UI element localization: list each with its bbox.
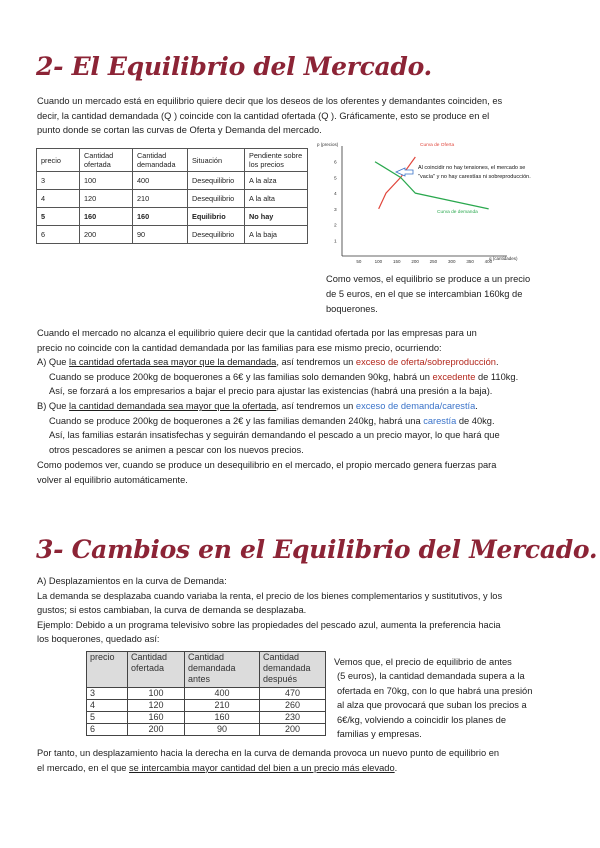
chart-annotation: "vacía" y no hay carestías ni sobreproducción. (418, 174, 531, 180)
case-b-consequence: Así, las familias estarán insatisfechas y seguirán demandando el pescado a un precio mayor, lo que hará que (49, 430, 500, 441)
final-end: . (394, 762, 398, 773)
table-header-row (87, 652, 326, 688)
table-cell: 160 (80, 208, 133, 226)
case-a-example-end: de 110kg. (475, 371, 519, 382)
case-a-consequence: Así, se forzará a los empresarios a bajar el precio para ajustar las existencias (habrá una presión a la baja). (49, 386, 493, 397)
final-text: el mercado, en el que (37, 762, 129, 773)
caption-line: Como vemos, el equilibrio se produce a un precio (326, 274, 531, 284)
caption-line: de 5 euros, en el que se intercambian 160kg de (326, 289, 523, 299)
table-row (87, 700, 326, 712)
case-a-example-text: Cuando se produce 200kg de boquerones a 6€ y las familias solo demanden 90kg, habrá un (49, 371, 433, 382)
demand-shift-table (86, 651, 326, 736)
final-paragraph (37, 746, 499, 775)
x-axis-label: q (cantidades) (489, 256, 518, 261)
supply-curve (379, 157, 416, 209)
table-cell: 100 (128, 688, 185, 700)
side-line: Vemos que, el precio de equilibrio de antes (334, 657, 512, 667)
table-cell: 4 (87, 700, 128, 712)
case-a-example-highlight: excedente (432, 371, 476, 382)
case-b-end: . (475, 400, 478, 411)
x-tick-label: 50 (356, 259, 362, 264)
table-cell: Equilibrio (188, 208, 245, 226)
table-header: Cantidad ofertada (128, 652, 185, 688)
table-cell: 210 (185, 700, 260, 712)
case-b-prefix: B) Que (37, 400, 70, 411)
paragraph-line: La demanda se desplazaba cuando variaba la renta, el precio de los bienes complementarios y sustitutivos, y los (37, 590, 503, 601)
paragraph-line: volver al equilibrio automáticamente. (37, 474, 188, 485)
paragraph-line: Por tanto, un desplazamiento hacia la derecha en la curva de demanda provoca un nuevo punto de equilibrio en (37, 748, 500, 758)
table-cell: 400 (185, 688, 260, 700)
table-header: Situación (188, 149, 245, 172)
subsection-title: A) Desplazamientos en la curva de Demanda: (37, 576, 227, 586)
x-tick-label: 150 (393, 259, 401, 264)
case-a-end: . (495, 357, 499, 368)
table-row (87, 688, 326, 700)
case-b-highlight: exceso de demanda/carestía (355, 400, 476, 411)
side-line: ofertada en 70kg, con lo que habrá una presión (337, 685, 533, 696)
table-cell: A la baja (245, 226, 308, 244)
table-cell: 100 (80, 172, 133, 190)
y-tick-label: 3 (334, 207, 337, 213)
chart-axes (317, 142, 518, 261)
table-cell: 90 (133, 226, 188, 244)
table-cell: 6 (37, 226, 80, 244)
side-explanation (334, 655, 532, 741)
table-row (37, 190, 308, 208)
table-cell: Desequilibrio (188, 226, 245, 244)
intro-line: decir, la cantidad demandada (Q ) coincide con la cantidad ofertada (Q ). Gráficamente, esto se produce en el (37, 110, 490, 121)
table-cell: 200 (128, 724, 185, 736)
y-tick-label: 6 (334, 160, 337, 166)
y-tick-label: 2 (334, 223, 337, 229)
table-header: Cantidad demandada antes (185, 652, 260, 688)
supply-legend-label: Curva de Oferta (420, 143, 455, 148)
paragraph-line: Cuando el mercado no alcanza el equilibrio quiere decir que la cantidad ofertada por las empresas para un (37, 328, 477, 338)
case-a (37, 355, 518, 370)
table-cell: 400 (133, 172, 188, 190)
intro-paragraph (37, 94, 502, 138)
table-row (87, 724, 326, 736)
table-row (37, 226, 308, 244)
table-header: Cantidad ofertada (80, 149, 133, 172)
table-row (37, 172, 308, 190)
paragraph-line: precio no coincide con la cantidad demandada por las familias para ese mismo precio, ocurriendo: (37, 342, 442, 353)
table-cell: 6 (87, 724, 128, 736)
x-tick-label: 200 (411, 259, 419, 264)
caption-line: boquerones. (326, 304, 378, 314)
table-header: precio (87, 652, 128, 688)
table-cell: 120 (80, 190, 133, 208)
case-b-mid: , así tendremos un (276, 400, 356, 411)
chart-caption (326, 272, 530, 317)
table-cell: 4 (37, 190, 80, 208)
table-cell: 210 (133, 190, 188, 208)
case-a-example (37, 370, 518, 385)
table-cell: 120 (128, 700, 185, 712)
table-cell: Desequilibrio (188, 172, 245, 190)
table-cell: 160 (185, 712, 260, 724)
table-header-row (37, 149, 308, 172)
case-b-example-end: de 40kg. (456, 415, 495, 426)
paragraph-line: Como podemos ver, cuando se produce un desequilibrio en el mercado, el propio mercado genera fuerzas para (37, 460, 497, 470)
case-b-consequence: otros pescadores se animen a pescar con los nuevos precios. (49, 444, 304, 455)
x-tick-label: 350 (466, 259, 474, 264)
x-tick-label: 250 (429, 259, 438, 264)
side-line: al alza que provocará que suban los precios a (337, 700, 527, 711)
case-b-example (37, 414, 518, 429)
case-a-highlight: exceso de oferta/sobreproducción (355, 357, 496, 368)
table-cell: A la alta (245, 190, 308, 208)
table-header: Cantidad demandada (133, 149, 188, 172)
x-tick-label: 100 (374, 259, 383, 264)
table-header: Cantidad demandada después (260, 652, 326, 688)
table-cell: 160 (133, 208, 188, 226)
x-tick-label: 300 (448, 259, 456, 264)
case-b (37, 399, 518, 414)
y-tick-label: 1 (334, 239, 337, 245)
section-title-equilibrio: 2- El Equilibrio del Mercado. (36, 52, 432, 81)
intro-line: punto donde se cortan las curvas de Oferta y Demanda del mercado. (37, 125, 322, 136)
paragraph-line: gustos; si estos cambiaban, la curva de demanda se desplazaba. (37, 605, 307, 616)
table-row (87, 712, 326, 724)
paragraph-line (37, 761, 499, 776)
table-row-equilibrium (37, 208, 308, 226)
paragraph-line: los boquerones, quedado así: (37, 634, 160, 645)
disequilibrium-paragraph (37, 326, 518, 457)
demand-legend-label: Curva de demanda (437, 210, 478, 215)
side-line: familias y empresas. (337, 729, 422, 740)
side-line: 6€/kg, volviendo a coincidir los planes de (337, 714, 506, 725)
chart-annotation: Al coincidir no hay tensiones, el mercado se (418, 165, 526, 171)
intro-line: Cuando un mercado está en equilibrio quiere decir que los deseos de los oferentes y demandantes coinciden, es (37, 96, 503, 106)
case-a-mid: , así tendremos un (276, 357, 356, 368)
table-cell: 200 (80, 226, 133, 244)
table-cell: 5 (87, 712, 128, 724)
case-b-example-highlight: carestía (423, 415, 457, 426)
x-tick-label: 400 (484, 259, 493, 264)
table-cell: No hay (245, 208, 308, 226)
table-cell: 260 (260, 700, 326, 712)
paragraph-line: Ejemplo: Debido a un programa televisivo sobre las propiedades del pescado azul, aumenta la preferencia hacia (37, 619, 501, 630)
table-cell: 3 (87, 688, 128, 700)
pointer-arrow-icon (396, 168, 413, 176)
y-tick-label: 4 (334, 192, 337, 198)
final-underlined: se intercambia mayor cantidad del bien a un precio más elevado (129, 762, 395, 773)
table-cell: 470 (260, 688, 326, 700)
conclusion-paragraph (37, 458, 496, 487)
table-cell: 200 (260, 724, 326, 736)
y-tick-label: 5 (334, 176, 337, 182)
supply-demand-chart (312, 138, 552, 268)
equilibrium-table (36, 148, 308, 244)
table-cell: A la alza (245, 172, 308, 190)
table-cell: 3 (37, 172, 80, 190)
table-header: precio (37, 149, 80, 172)
section-title-cambios: 3- Cambios en el Equilibrio del Mercado. (36, 535, 598, 564)
table-cell: 90 (185, 724, 260, 736)
table-cell: 5 (37, 208, 80, 226)
table-cell: Desequilibrio (188, 190, 245, 208)
y-axis-label: p (precios) (317, 142, 339, 147)
table-cell: 230 (260, 712, 326, 724)
side-line: (5 euros), la cantidad demandada supera a la (337, 671, 525, 682)
case-b-example-text: Cuando se produce 200kg de boquerones a 2€ y las familias demanden 240kg, habrá una (49, 415, 424, 426)
case-b-underlined: la cantidad demandada sea mayor que la ofertada (69, 400, 277, 411)
table-header: Pendiente sobre los precios (245, 149, 308, 172)
case-a-underlined: la cantidad ofertada sea mayor que la demandada (69, 357, 277, 368)
case-a-prefix: A) Que (37, 357, 70, 368)
table-cell: 160 (128, 712, 185, 724)
demand-shift-paragraph (37, 574, 502, 647)
